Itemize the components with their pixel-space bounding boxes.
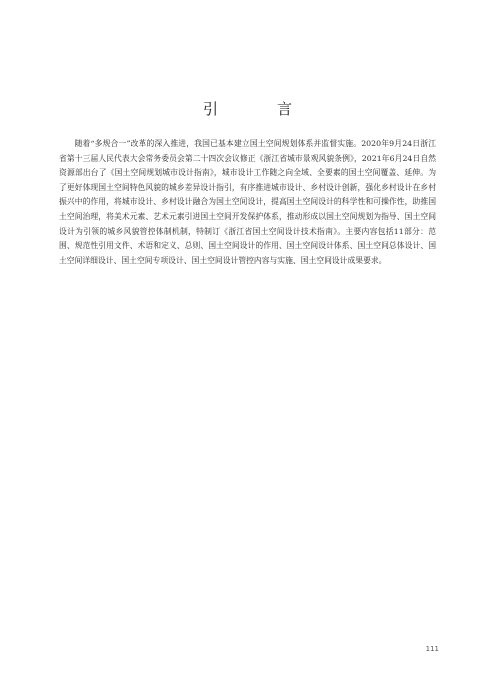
page-title: 引 言 — [202, 100, 314, 118]
page-number: 111 — [425, 645, 439, 653]
introduction-paragraph: 随着“多规合一”改革的深入推进，我国已基本建立国土空间规划体系并监督实施。2020年9月24日浙江省第十三届人民代表大会常务委员会第二十四次会议修正《浙江省城市景观风貌条例》，2021年6月24日自然资源部出台了《国土空间规划城市设计指南》，城市设计工作随之向全域、全要素的国土空间覆盖、延伸。为了更好体现国土空间特色风貌的城乡差异设计指引，有序推进城市设计、乡村设计创新，强化乡村设计在乡村振兴中的作用，将城市设计、乡村设计融合为国土空间设计，提高国土空间设计的科学性和可操作性，助推国土空间治理，将美术元素、艺术元素引进国土空间开发保护体系，推动形成以国土空间规划为指导、国土空间设计为引领的城乡风貌管控体制机制，特制订《浙江省国土空间设计技术指南》。主要内容包括11部分：范围、规范性引用文件、术语和定义、总则、国土空间设计的作用、国土空间设计体系、国土空间总体设计、国土空间详细设计、国土空间专项设计、国土空间设计管控内容与实施、国土空间设计成果要求。 — [59, 139, 436, 265]
